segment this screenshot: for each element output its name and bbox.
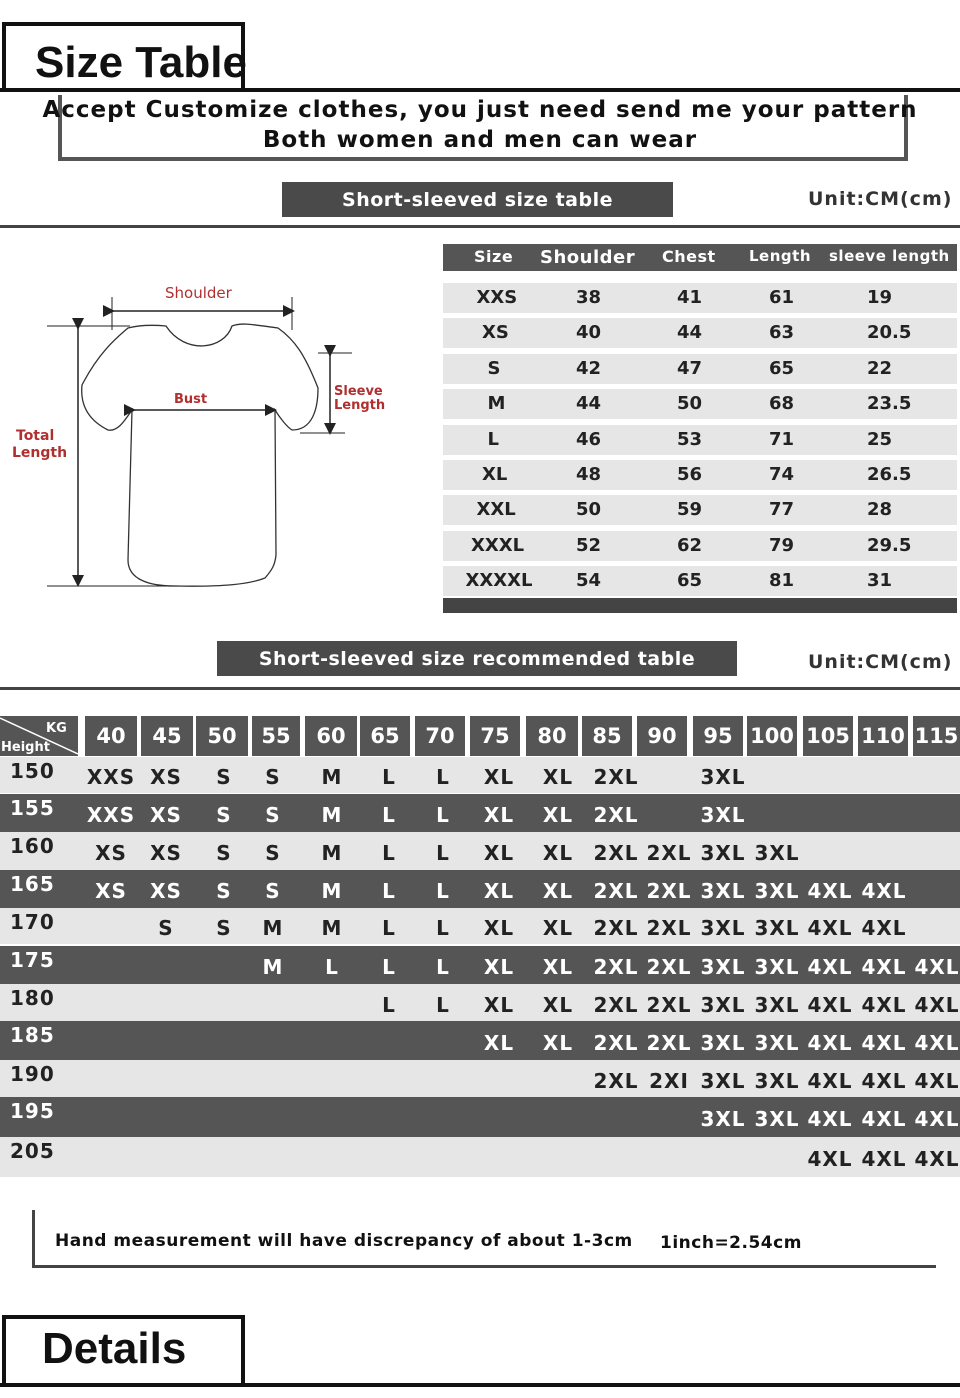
recommended-size-cell: 4XL	[914, 993, 960, 1017]
recommended-size-cell: 3XL	[754, 879, 800, 903]
recommended-size-cell: L	[436, 993, 450, 1017]
recommended-size-cell: 4XL	[861, 993, 907, 1017]
recommended-row	[0, 832, 960, 870]
recommended-size-cell: 3XL	[754, 1068, 800, 1093]
size-table-rule	[0, 225, 960, 228]
recommended-size-cell: 4XL	[807, 1147, 853, 1171]
kg-header-cell: 45	[141, 716, 193, 756]
recommended-size-cell: L	[382, 765, 396, 789]
recommended-size-cell: 3XL	[700, 1107, 746, 1131]
recommended-size-cell: L	[436, 916, 450, 940]
recommended-size-cell: 2XL	[593, 879, 639, 903]
recommended-size-cell: 2XL	[593, 803, 639, 827]
recommended-size-cell: 4XL	[914, 1107, 960, 1131]
recommended-size-cell: L	[436, 955, 450, 979]
size-table-cell: 65	[677, 570, 703, 592]
recommended-size-cell: 4XL	[914, 1147, 960, 1171]
recommended-size-cell: L	[436, 765, 450, 789]
recommended-size-cell: S	[265, 879, 281, 903]
height-cell: 170	[10, 910, 55, 934]
recommended-size-cell: 3XL	[700, 1068, 746, 1093]
recommended-size-cell: 4XL	[861, 879, 907, 903]
recommended-size-cell: M	[321, 879, 343, 903]
recommended-size-cell: XXS	[86, 803, 136, 827]
recommended-size-cell: XS	[95, 879, 127, 903]
recommended-banner: Short-sleeved size recommended table	[217, 641, 737, 676]
recommended-size-cell: XL	[483, 841, 515, 865]
recommended-size-cell: XL	[542, 803, 574, 827]
recommended-size-cell: 3XL	[754, 993, 800, 1017]
recommended-size-cell: 2XL	[593, 916, 639, 940]
size-table-row	[443, 566, 957, 596]
recommended-size-cell: 4XL	[861, 1147, 907, 1171]
kg-header-cell: 65	[360, 716, 410, 756]
recommended-size-cell: XL	[483, 993, 515, 1017]
size-table-cell: 29.5	[867, 534, 912, 556]
recommended-size-cell: 3XL	[700, 916, 746, 940]
size-table-cell: 52	[576, 534, 602, 556]
recommended-size-cell: 3XL	[700, 1030, 746, 1055]
size-table-row	[443, 283, 957, 313]
recommended-size-cell: 2XL	[646, 916, 692, 940]
recommended-size-cell: 4XL	[861, 1107, 907, 1131]
height-cell: 190	[10, 1062, 55, 1086]
col-sleeve-length: sleeve length	[829, 247, 950, 265]
recommended-size-cell: 2XL	[593, 1030, 639, 1055]
recommended-size-cell: 3XL	[700, 955, 746, 979]
kg-header-cell: 110	[858, 716, 908, 756]
recommended-size-cell: S	[216, 765, 232, 789]
inch-conversion: 1inch=2.54cm	[660, 1233, 802, 1253]
recommended-size-cell: 4XL	[807, 1030, 853, 1055]
kg-header-cell: 50	[196, 716, 248, 756]
size-table-cell: 44	[576, 393, 602, 415]
details-title: Details	[42, 1324, 187, 1373]
note-line-2: Both women and men can wear	[262, 127, 698, 153]
recommended-size-cell: 3XL	[754, 955, 800, 979]
recommended-size-cell: XL	[483, 765, 515, 789]
recommended-size-cell: S	[216, 879, 232, 903]
height-cell: 205	[10, 1139, 55, 1163]
recommended-size-cell: 2XL	[593, 1068, 639, 1093]
note-line-1: Accept Customize clothes, you just need send me your pattern	[42, 97, 918, 123]
bust-label: Bust	[174, 392, 208, 407]
size-table-cell: 20.5	[867, 322, 912, 344]
size-table-cell: 46	[576, 428, 602, 450]
recommended-size-cell: L	[436, 879, 450, 903]
recommended-size-cell: XS	[150, 803, 182, 827]
recommended-size-cell: 2XL	[646, 993, 692, 1017]
size-table-cell: 23.5	[867, 393, 912, 415]
size-table-cell: 28	[867, 499, 893, 521]
recommended-size-cell: 4XL	[807, 1107, 853, 1131]
total-length-label-1: Total	[16, 428, 55, 444]
size-table-cell: 31	[867, 570, 893, 592]
recommended-size-cell: XL	[542, 916, 574, 940]
recommended-size-cell: 4XL	[861, 1030, 907, 1055]
recommended-size-cell: 3XL	[700, 765, 746, 789]
size-table-footer-bar	[443, 598, 957, 613]
recommended-row	[0, 870, 960, 908]
size-table-row	[443, 389, 957, 419]
recommended-size-cell: 2XI	[649, 1068, 689, 1093]
recommended-size-cell: S	[216, 803, 232, 827]
recommended-size-cell: XL	[542, 765, 574, 789]
height-cell: 150	[10, 759, 55, 783]
recommended-row	[0, 946, 960, 984]
details-title-rule	[0, 1383, 960, 1387]
recommended-size-cell: L	[382, 879, 396, 903]
size-table-cell: 79	[769, 534, 795, 556]
recommended-rule	[0, 687, 960, 690]
height-cell: 195	[10, 1099, 55, 1123]
recommended-size-cell: M	[321, 916, 343, 940]
recommended-size-cell: 3XL	[754, 841, 800, 865]
size-table-cell: 62	[677, 534, 703, 556]
size-table-cell: 25	[867, 428, 893, 450]
size-table-row	[443, 460, 957, 490]
size-table-cell: 65	[769, 357, 795, 379]
recommended-size-cell: 4XL	[914, 1030, 960, 1055]
size-table-cell: 22	[867, 357, 893, 379]
col-size: Size	[474, 247, 514, 266]
size-table-cell: 48	[576, 464, 602, 485]
size-table-cell: 59	[677, 499, 703, 521]
kg-header-cell: 40	[85, 716, 137, 756]
size-table-cell: 53	[677, 428, 703, 450]
recommended-size-cell: L	[382, 955, 396, 979]
recommended-size-cell: 2XL	[646, 955, 692, 979]
recommended-size-cell: 2XL	[593, 993, 639, 1017]
recommended-size-cell: L	[325, 955, 339, 979]
recommended-size-cell: XS	[150, 765, 182, 789]
recommended-size-cell: 3XL	[754, 916, 800, 940]
recommended-row	[0, 1137, 960, 1177]
size-table-cell: 77	[769, 499, 795, 521]
recommended-size-cell: 4XL	[914, 1068, 960, 1093]
size-table-cell: XS	[482, 322, 509, 344]
size-table-cell: XXXXL	[465, 570, 533, 592]
height-cell: 175	[10, 948, 55, 972]
height-cell: 160	[10, 834, 55, 858]
kg-header-cell: 60	[305, 716, 357, 756]
size-table-row	[443, 495, 957, 525]
col-shoulder: Shoulder	[540, 247, 636, 268]
recommended-size-cell: 2XL	[593, 841, 639, 865]
size-table-row	[443, 318, 957, 348]
recommended-size-cell: 4XL	[807, 993, 853, 1017]
kg-header-cell: 75	[470, 716, 520, 756]
recommended-size-cell: XS	[150, 879, 182, 903]
kg-header-cell: 90	[637, 716, 687, 756]
kg-header-cell: 80	[526, 716, 578, 756]
recommended-size-cell: XS	[95, 841, 127, 865]
recommended-size-cell: M	[321, 803, 343, 827]
size-table-unit: Unit:CM(cm)	[808, 188, 953, 210]
size-table-cell: 50	[576, 499, 602, 521]
recommended-size-cell: S	[265, 765, 281, 789]
size-table-row	[443, 531, 957, 561]
shoulder-label: Shoulder	[165, 284, 232, 302]
height-cell: 180	[10, 986, 55, 1010]
recommended-size-cell: L	[382, 993, 396, 1017]
kg-label: KG	[46, 721, 67, 736]
recommended-size-cell: XL	[483, 1030, 515, 1055]
size-table-cell: 19	[867, 287, 893, 308]
recommended-size-cell: S	[265, 841, 281, 865]
size-table-cell: 47	[677, 357, 703, 379]
size-table-cell: M	[487, 393, 506, 415]
size-table-cell: 56	[677, 464, 703, 485]
recommended-size-cell: 3XL	[700, 803, 746, 827]
size-table-cell: 54	[576, 570, 602, 592]
recommended-size-cell: 4XL	[861, 916, 907, 940]
size-table-cell: 74	[769, 464, 795, 485]
size-table-cell: 68	[769, 393, 795, 415]
col-chest: Chest	[662, 247, 716, 266]
size-table-cell: 40	[576, 322, 602, 344]
size-table-title: Size Table	[35, 38, 247, 87]
kg-header-cell: 70	[415, 716, 465, 756]
sleeve-label-2: Length	[334, 398, 386, 413]
recommended-size-cell: 2XL	[646, 1030, 692, 1055]
size-table-cell: 63	[769, 322, 795, 344]
recommended-row	[0, 757, 960, 793]
recommended-row	[0, 984, 960, 1022]
kg-header-cell: 105	[803, 716, 853, 756]
size-table-cell: S	[487, 357, 501, 379]
recommended-size-cell: 4XL	[807, 955, 853, 979]
height-label: Height	[1, 740, 50, 755]
recommended-row	[0, 1097, 960, 1137]
kg-header-cell: 85	[582, 716, 632, 756]
size-table-title-rule	[0, 88, 960, 92]
recommended-size-cell: 4XL	[807, 916, 853, 940]
recommended-size-cell: XL	[542, 993, 574, 1017]
recommended-size-cell: S	[158, 916, 174, 940]
recommended-size-cell: 3XL	[700, 879, 746, 903]
recommended-size-cell: 4XL	[861, 955, 907, 979]
recommended-size-cell: L	[436, 803, 450, 827]
tshirt-outline	[82, 324, 318, 586]
recommended-row	[0, 908, 960, 944]
size-table-cell: 26.5	[867, 464, 912, 485]
recommended-size-cell: L	[436, 841, 450, 865]
size-table-cell: L	[487, 428, 499, 450]
size-table-banner: Short-sleeved size table	[282, 182, 673, 217]
kg-header-cell: 100	[747, 716, 797, 756]
size-table-row	[443, 354, 957, 384]
recommended-size-cell: S	[265, 803, 281, 827]
size-table-cell: 38	[576, 287, 602, 308]
recommended-size-cell: 2XL	[646, 879, 692, 903]
recommended-size-cell: XL	[542, 879, 574, 903]
recommended-size-cell: 2XL	[646, 841, 692, 865]
recommended-size-cell: XL	[483, 955, 515, 979]
measurement-note: Hand measurement will have discrepancy of about 1-3cm	[55, 1231, 633, 1251]
recommended-size-cell: XL	[542, 841, 574, 865]
tshirt-diagram	[0, 270, 440, 600]
sleeve-label-1: Sleeve	[334, 384, 383, 399]
recommended-row	[0, 794, 960, 832]
kg-header-cell: 115	[913, 716, 960, 756]
recommended-size-cell: L	[382, 916, 396, 940]
recommended-size-cell: L	[382, 803, 396, 827]
recommended-size-cell: XXS	[86, 765, 136, 789]
size-table-cell: 50	[677, 393, 703, 415]
size-table-header	[443, 244, 957, 271]
recommended-size-cell: M	[262, 916, 284, 940]
height-cell: 165	[10, 872, 55, 896]
recommended-size-cell: XL	[542, 1030, 574, 1055]
recommended-size-cell: M	[321, 841, 343, 865]
height-cell: 155	[10, 796, 55, 820]
size-table-cell: XXS	[476, 287, 518, 308]
size-table-cell: 42	[576, 357, 602, 379]
recommended-size-cell: S	[216, 841, 232, 865]
recommended-size-cell: S	[216, 916, 232, 940]
recommended-size-cell: 4XL	[807, 1068, 853, 1093]
recommended-size-cell: 4XL	[807, 879, 853, 903]
recommended-size-cell: 3XL	[700, 841, 746, 865]
kg-header-cell: 55	[252, 716, 300, 756]
size-table-row	[443, 425, 957, 455]
size-table-cell: XXXL	[471, 534, 525, 556]
recommended-size-cell: 4XL	[914, 955, 960, 979]
recommended-size-cell: 2XL	[593, 765, 639, 789]
recommended-size-cell: XL	[483, 803, 515, 827]
height-cell: 185	[10, 1023, 55, 1047]
recommended-unit: Unit:CM(cm)	[808, 651, 953, 673]
size-table-cell: 71	[769, 428, 795, 450]
recommended-size-cell: 2XL	[593, 955, 639, 979]
recommended-size-cell: XL	[483, 916, 515, 940]
recommended-size-cell: 3XL	[700, 993, 746, 1017]
recommended-size-cell: XL	[542, 955, 574, 979]
size-table-cell: 81	[769, 570, 795, 592]
col-length: Length	[749, 247, 811, 265]
recommended-size-cell: L	[382, 841, 396, 865]
size-table-cell: 41	[677, 287, 703, 308]
size-table-cell: XXL	[476, 499, 516, 521]
recommended-size-cell: 3XL	[754, 1107, 800, 1131]
size-table-cell: 61	[769, 287, 795, 308]
recommended-size-cell: M	[321, 765, 343, 789]
recommended-row	[0, 1021, 960, 1060]
size-table-cell: 44	[677, 322, 703, 344]
recommended-size-cell: XL	[483, 879, 515, 903]
kg-header-cell: 95	[693, 716, 743, 756]
recommended-size-cell: XS	[150, 841, 182, 865]
size-table-cell: XL	[482, 464, 508, 485]
recommended-row	[0, 1060, 960, 1097]
total-length-label-2: Length	[12, 445, 68, 461]
recommended-size-cell: 4XL	[861, 1068, 907, 1093]
recommended-size-cell: 3XL	[754, 1030, 800, 1055]
recommended-size-cell: M	[262, 955, 284, 979]
